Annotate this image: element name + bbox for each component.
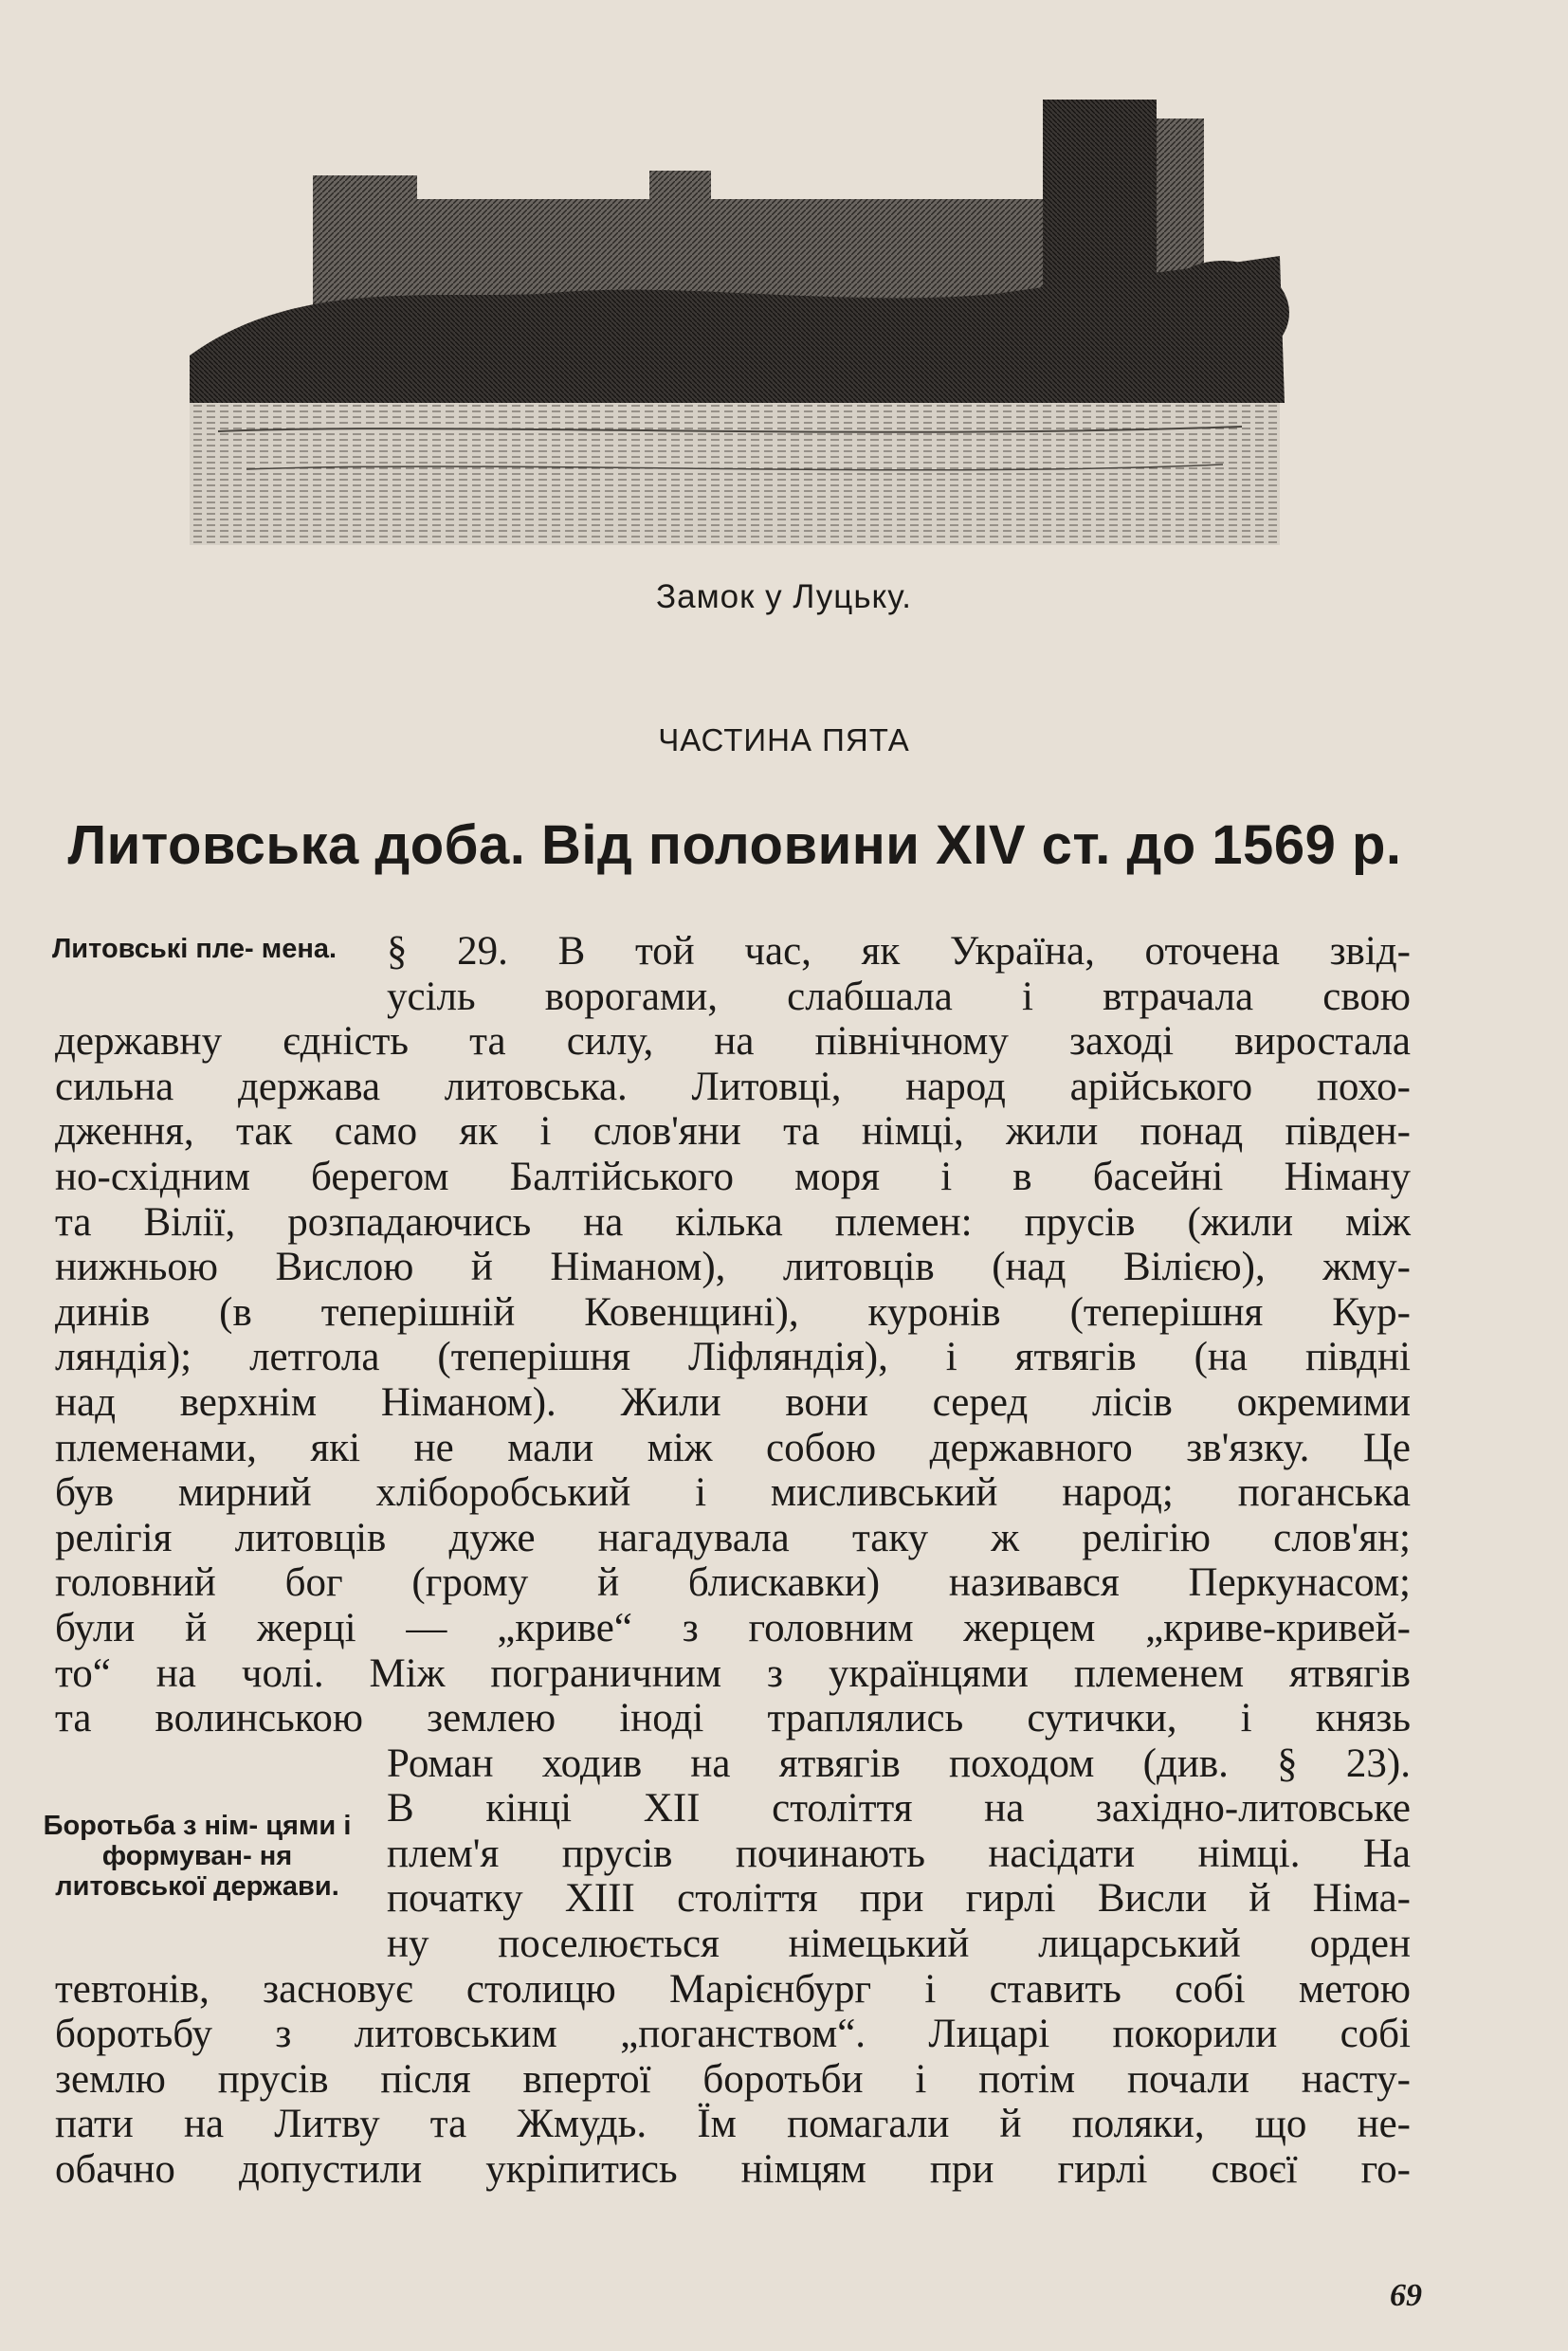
side-heading: Боротьба з нім- цями і формуван- ня литовської держави. xyxy=(43,1811,352,1902)
text-line: то“ на чолі. Між пограничним з українцями племенем ятвягів xyxy=(55,1650,1411,1696)
text-line: боротьбу з литовським „поганством“. Лицарі покорили собі xyxy=(55,2012,1411,2057)
text-line: В кінці XII століття на західно-литовське xyxy=(387,1786,1411,1832)
text-line: усіль ворогами, слабшала і втрачала свою xyxy=(387,974,1411,1019)
text-line: плем'я прусів починають насідати німці. На xyxy=(387,1831,1411,1876)
text-line: сильна держава литовська. Литовці, народ арійського похо- xyxy=(55,1064,1411,1109)
page-number: 69 xyxy=(1390,2278,1422,2313)
text-line: тевтонів, засновує столицю Марієнбург і ставить собі метою xyxy=(55,1966,1411,2012)
text-line: головний бог (грому й блискавки) називався Перкунасом; xyxy=(55,1560,1411,1606)
body-text xyxy=(55,929,1411,2193)
text-line: ну поселюється німецький лицарський орден xyxy=(387,1922,1411,1967)
text-line: над верхнім Німаном). Жили вони серед лісів окремими xyxy=(55,1379,1411,1425)
figure-caption: Замок у Луцьку. xyxy=(656,578,912,615)
chapter-title: Литовська доба. Від половини XIV ст. до 1569 р. xyxy=(67,814,1402,876)
text-line: § 29. В той час, як Україна, оточена звід- xyxy=(387,929,1411,974)
text-line: були й жерці — „криве“ з головним жерцем „криве-кривей- xyxy=(55,1605,1411,1650)
text-line: но-східним берегом Балтійського моря і в басейні Німану xyxy=(55,1154,1411,1199)
text-line: Роман ходив на ятвягів походом (див. § 23). xyxy=(387,1740,1411,1786)
text-line: державну єдність та силу, на північному заході виростала xyxy=(55,1019,1411,1065)
text-line: пати на Литву та Жмудь. Їм помагали й поляки, що не- xyxy=(55,2102,1411,2147)
text-line: динів (в теперішній Ковенщині), куронів (теперішня Кур- xyxy=(55,1289,1411,1335)
text-line: нижньою Вислою й Німаном), литовців (над Вілією), жму- xyxy=(55,1245,1411,1290)
text-line: землю прусів після впертої боротьби і потім почали насту- xyxy=(55,2056,1411,2102)
text-line: ляндія); летгола (теперішня Ліфляндія), і ятвягів (на півдні xyxy=(55,1335,1411,1380)
text-line: релігія литовців дуже нагадувала таку ж релігію слов'ян; xyxy=(55,1515,1411,1560)
text-line: дження, так само як і слов'яни та німці, жили понад півден- xyxy=(55,1109,1411,1155)
text-line: обачно допустили укріпитись німцям при гирлі своєї го- xyxy=(55,2147,1411,2193)
castle-illustration xyxy=(180,90,1289,555)
text-line: племенами, які не мали між собою державного зв'язку. Це xyxy=(55,1425,1411,1470)
text-line: та Вілії, розпадаючись на кілька племен: прусів (жили між xyxy=(55,1199,1411,1245)
side-heading: Литовські пле- мена. xyxy=(51,934,337,964)
text-line: початку XIII століття при гирлі Висли й Німа- xyxy=(387,1876,1411,1922)
text-line: був мирний хліборобський і мисливський народ; поганська xyxy=(55,1470,1411,1516)
part-heading: ЧАСТИНА ПЯТА xyxy=(658,722,910,757)
text-line: та волинською землею іноді траплялись сутички, і князь xyxy=(55,1696,1411,1741)
